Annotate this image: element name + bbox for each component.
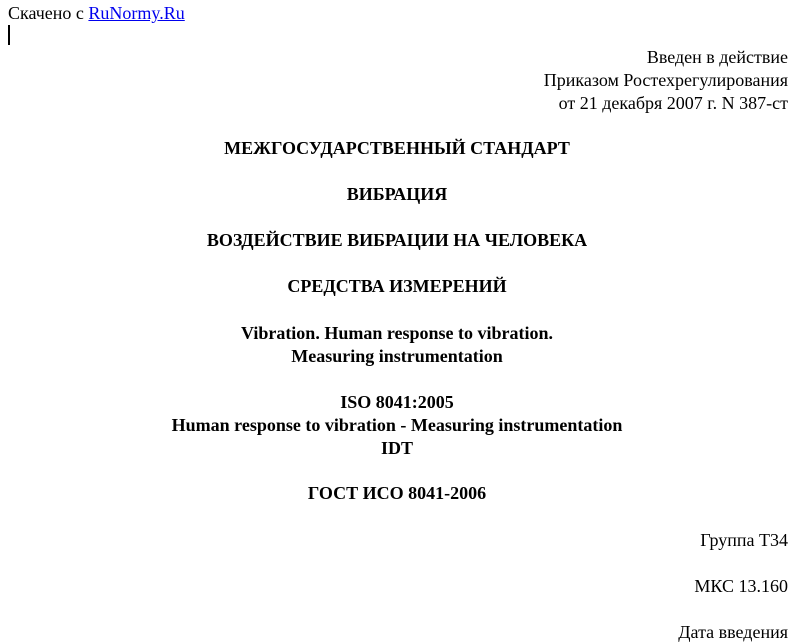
text-cursor xyxy=(8,25,10,45)
english-title xyxy=(0,322,794,368)
source-prefix: Скачено с xyxy=(8,3,89,23)
english-title-line-1: Vibration. Human response to vibration. xyxy=(240,323,554,343)
iso-number: ISO 8041:2005 xyxy=(340,392,454,412)
gost-number: ГОСТ ИСО 8041-2006 xyxy=(307,483,487,503)
intro-date-label: Дата введения xyxy=(678,622,788,642)
enactment-block xyxy=(544,46,788,115)
title-vibration: ВИБРАЦИЯ xyxy=(346,184,448,204)
title-measuring-instruments: СРЕДСТВА ИЗМЕРЕНИЙ xyxy=(287,276,507,296)
standard-type-heading: МЕЖГОСУДАРСТВЕННЫЙ СТАНДАРТ xyxy=(224,138,570,158)
enactment-line-3: от 21 декабря 2007 г. N 387-ст xyxy=(558,93,788,113)
title-human-response: ВОЗДЕЙСТВИЕ ВИБРАЦИИ НА ЧЕЛОВЕКА xyxy=(206,230,588,250)
english-title-line-2: Measuring instrumentation xyxy=(291,346,503,366)
source-line xyxy=(8,3,185,24)
enactment-line-2: Приказом Ростехрегулирования xyxy=(543,70,788,90)
iso-reference xyxy=(0,391,794,460)
enactment-line-1: Введен в действие xyxy=(646,47,788,67)
group-code: Группа Т34 xyxy=(700,530,788,550)
mks-code: МКС 13.160 xyxy=(694,576,788,596)
iso-idt: IDT xyxy=(380,438,413,458)
iso-title: Human response to vibration - Measuring instrumentation xyxy=(171,415,623,435)
runormy-link[interactable]: RuNormy.Ru xyxy=(88,3,185,23)
